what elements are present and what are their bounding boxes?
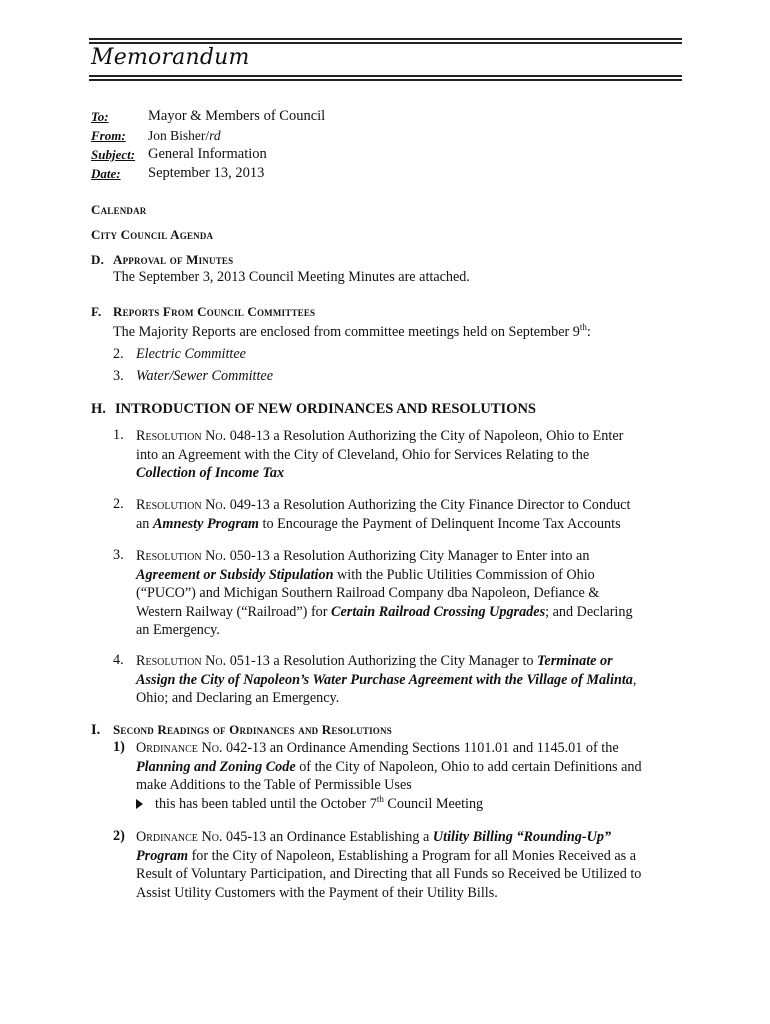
to-label: To: <box>91 109 109 124</box>
city-council-agenda-heading: City Council Agenda <box>91 227 214 242</box>
tabled-note: this has been tabled until the October 7th Council Meeting <box>136 795 642 814</box>
h-item-3-num: 3. <box>113 547 124 563</box>
calendar-heading: Calendar <box>91 202 147 217</box>
memo-title: Memorandum <box>91 45 250 70</box>
i-item-2-num: 2) <box>113 828 125 844</box>
h-item-4: Resolution No. 051-13 a Resolution Authorizing the City Manager to Terminate or Assign the City of Napoleon’s Water Purchase Agreement with the Village of Malinta, Ohio; and Declaring an Emergency. <box>136 653 637 706</box>
date-label: Date: <box>91 166 121 181</box>
section-f-item: Water/Sewer Committee <box>136 368 273 384</box>
top-rule-1 <box>89 38 682 40</box>
i-item-2: Ordinance No. 045-13 an Ordinance Establishing a Utility Billing “Rounding-Up” Program for the City of Napoleon, Establishing a Program for all Monies Received as a Result of Voluntary Participation, and Directing that all Funds so Received be Utilized to Assist Utility Customers with the Payment of their Utility Bills. <box>136 829 642 901</box>
section-f-text: The Majority Reports are enclosed from committee meetings held on September 9th: <box>113 322 591 340</box>
from-value: Jon Bisher/rd <box>148 128 221 143</box>
h-item-2: Resolution No. 049-13 a Resolution Authorizing the City Finance Director to Conduct an Amnesty Program to Encourage the Payment of Delinquent Income Tax Accounts <box>136 497 631 532</box>
date-value: September 13, 2013 <box>148 165 265 181</box>
subject-value: General Information <box>148 146 267 162</box>
section-f-item: Electric Committee <box>136 346 246 362</box>
section-h-title: INTRODUCTION OF NEW ORDINANCES AND RESOLUTIONS <box>115 401 536 417</box>
section-f-letter: F. <box>91 304 102 319</box>
section-h-letter: H. <box>91 401 106 417</box>
from-label: From: <box>91 128 126 143</box>
bottom-rule-2 <box>89 79 682 81</box>
to-value: Mayor & Members of Council <box>148 108 326 124</box>
h-item-1-num: 1. <box>113 427 124 443</box>
section-d-letter: D. <box>91 252 105 267</box>
i-item-1-num: 1) <box>113 739 125 755</box>
bottom-rule-1 <box>89 75 682 77</box>
section-f-item-num: 3. <box>113 368 124 384</box>
from-initials: rd <box>209 128 221 143</box>
section-d-title: Approval of Minutes <box>113 252 234 267</box>
h-item-2-num: 2. <box>113 496 124 512</box>
section-f-item-num: 2. <box>113 346 124 362</box>
subject-label: Subject: <box>91 147 136 162</box>
top-rule-2 <box>89 42 682 44</box>
section-i-letter: I. <box>91 722 101 738</box>
h-item-1: Resolution No. 048-13 a Resolution Authorizing the City of Napoleon, Ohio to Enter into an Agreement with the City of Cleveland, Ohio for Services Relating to the Collection of Income Tax <box>136 428 624 481</box>
arrow-bullet-icon <box>136 799 143 809</box>
section-i-title: Second Readings of Ordinances and Resolutions <box>113 722 392 737</box>
section-d-text: The September 3, 2013 Council Meeting Minutes are attached. <box>113 269 470 285</box>
h-item-4-num: 4. <box>113 652 124 668</box>
i-item-1: Ordinance No. 042-13 an Ordinance Amending Sections 1101.01 and 1145.01 of the Planning and Zoning Code of the City of Napoleon, Ohio to add certain Definitions and make Additions to the Table of Permissible Uses this has been tabled until the October 7th Council Meeting <box>136 740 642 812</box>
h-item-3: Resolution No. 050-13 a Resolution Authorizing City Manager to Enter into an Agreement or Subsidy Stipulation with the Public Utilities Commission of Ohio (“PUCO”) and Michigan Southern Railroad Company dba Napoleon, Defiance & Western Railway (“Railroad”) for Certain Railroad Crossing Upgrades; and Declaring an Emergency. <box>136 548 633 638</box>
section-f-title: Reports From Council Committees <box>113 304 316 319</box>
